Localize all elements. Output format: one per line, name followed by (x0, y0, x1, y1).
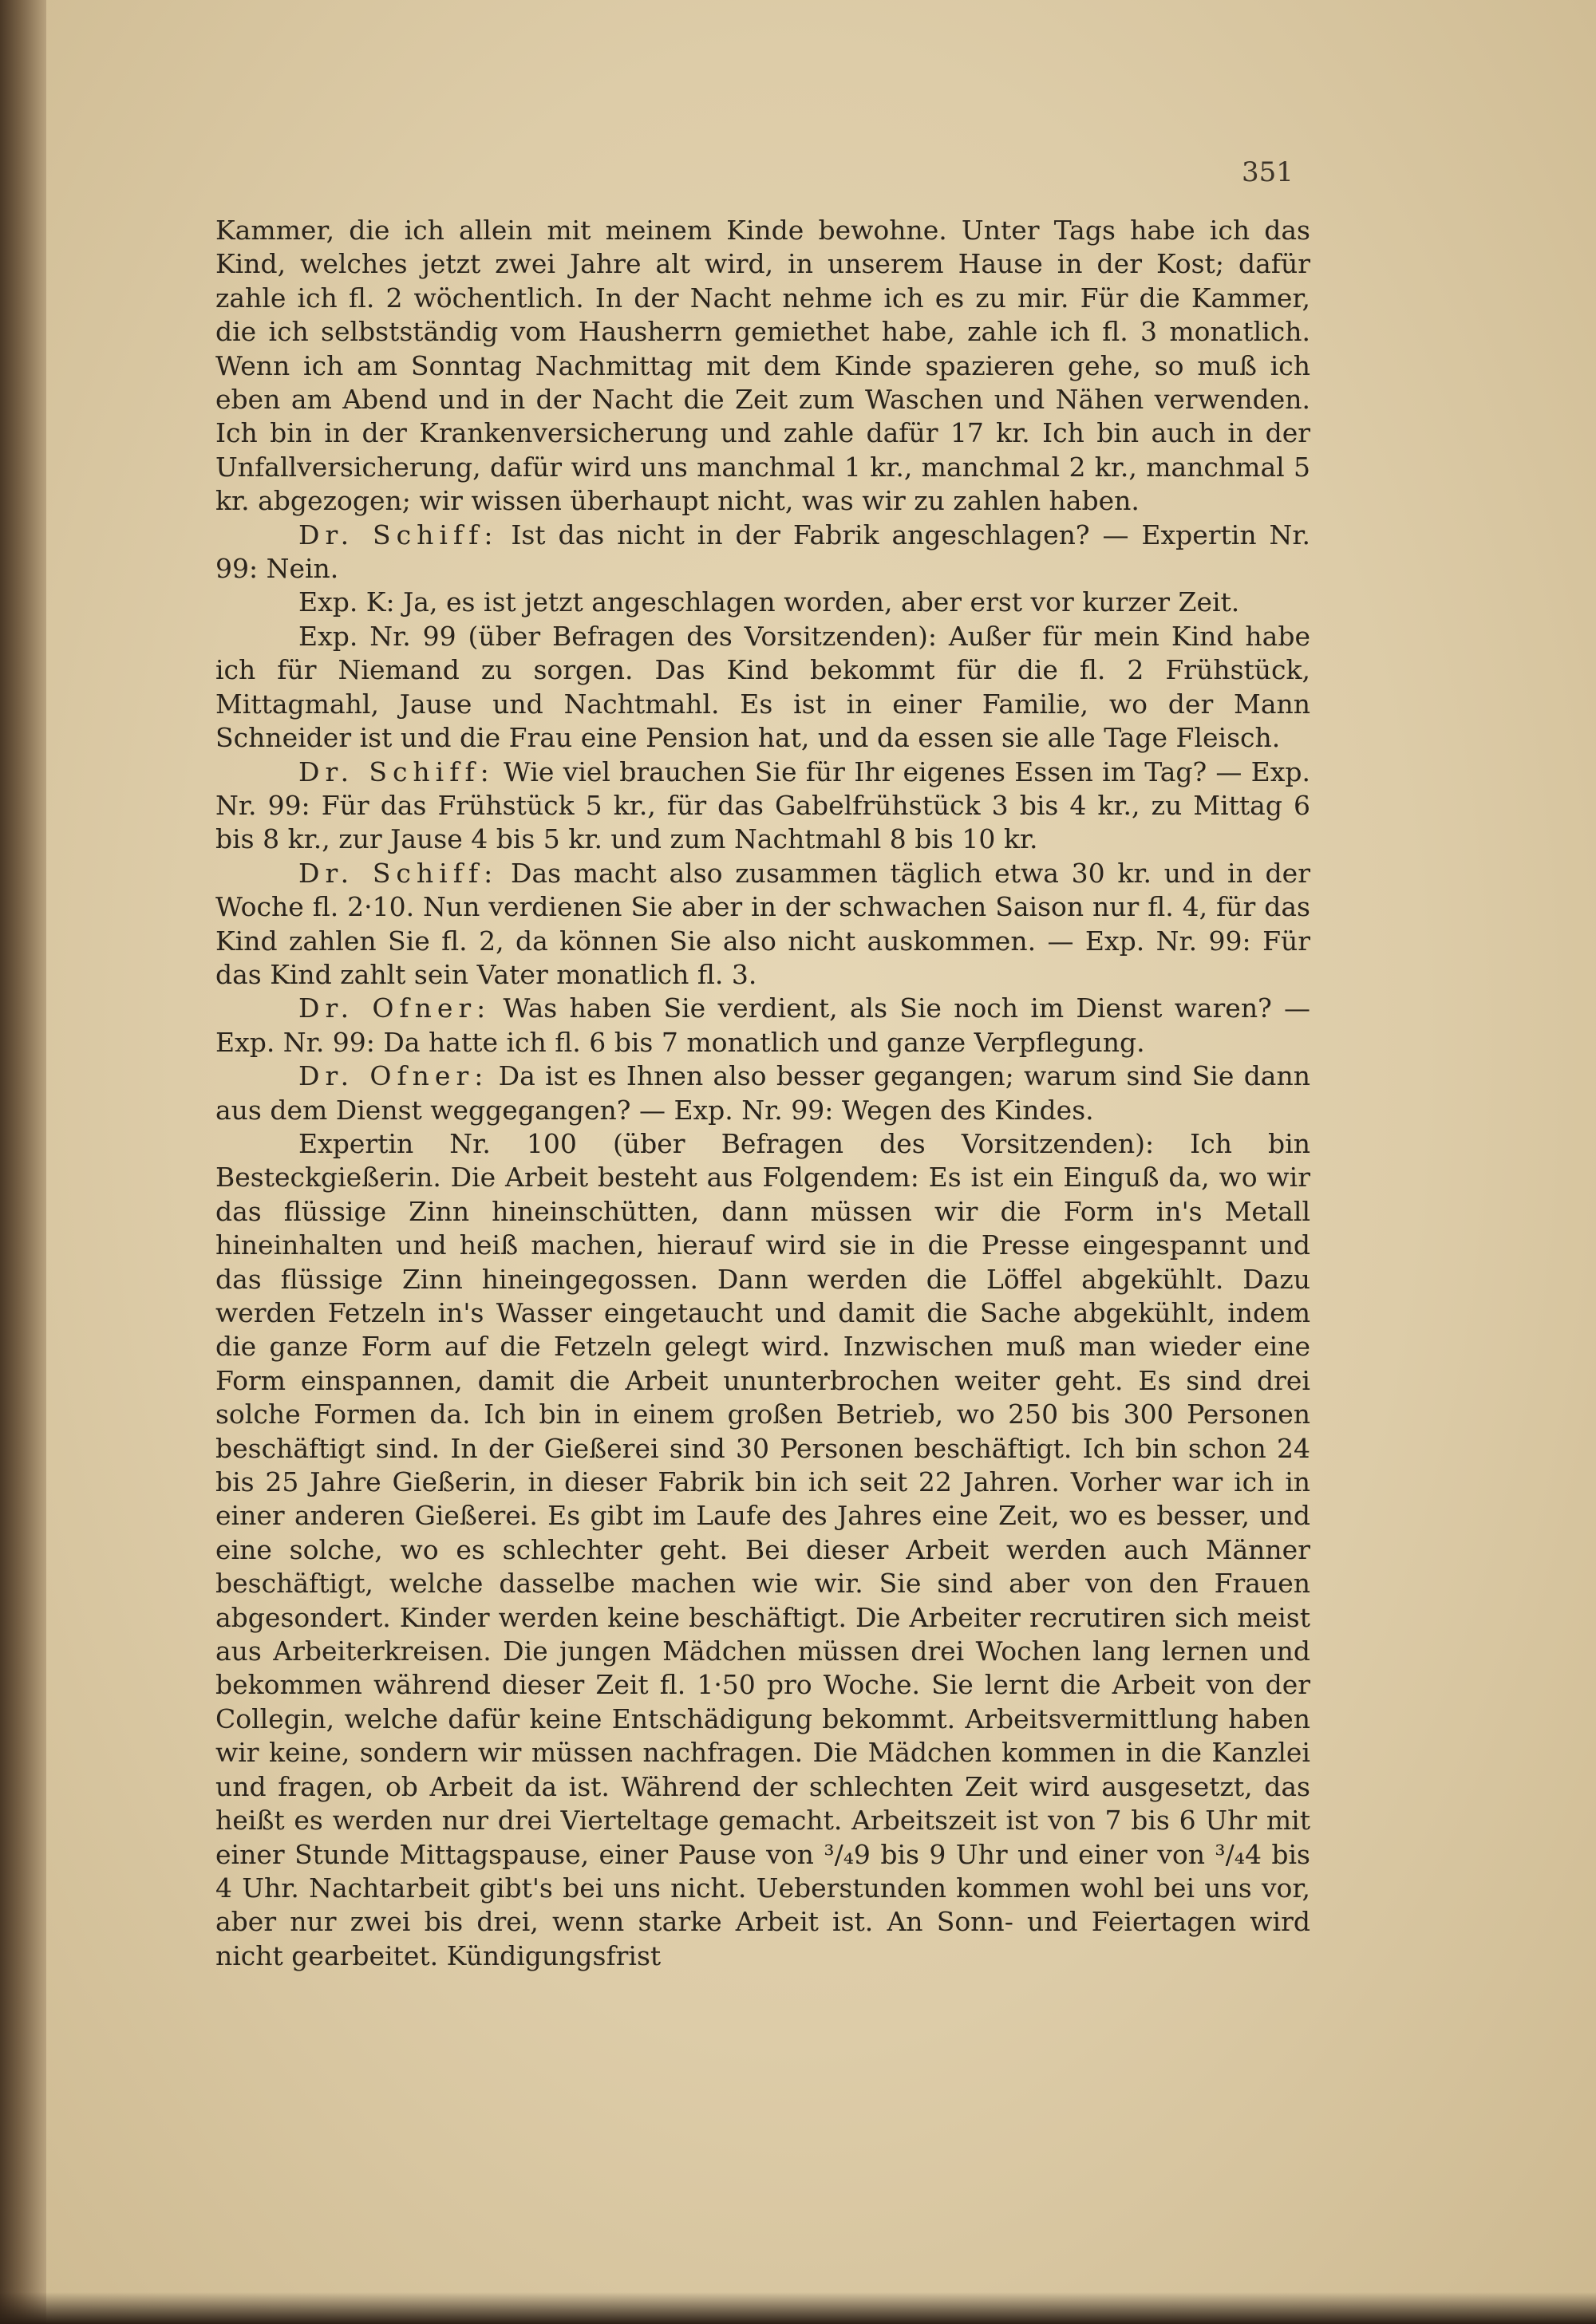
paragraph-text: Exp. Nr. 99 (über Befragen des Vorsitzenden): Außer für mein Kind habe ich für Niemand zu sorgen. Das Kind bekommt für die fl. 2 Frühstück, Mittagmahl, Jause und Nachtmahl. Es ist in einer Familie, wo der Mann Schneider ist und die Frau eine Pension hat, und da essen sie alle Tage Fleisch. (215, 620, 1310, 754)
body-text (215, 214, 1310, 1973)
page-bottom-shadow (0, 2292, 1596, 2324)
paragraph-2 (215, 519, 1310, 586)
paragraph-1 (215, 214, 1310, 519)
paragraph-text: Da ist es Ihnen also besser gegangen; warum sind Sie dann aus dem Dienst weggegangen? — Exp. Nr. 99: Wegen des Kindes. (215, 1060, 1310, 1126)
paragraph-text: Das macht also zusammen täglich etwa 30 kr. und in der Woche fl. 2·10. Nun verdienen Sie aber in der schwachen Saison nur fl. 4, für das Kind zahlen Sie fl. 2, da können Sie also nicht auskommen. — Exp. Nr. 99: Für das Kind zahlt sein Vater monatlich fl. 3. (215, 857, 1310, 990)
paragraph-text: Kammer, die ich allein mit meinem Kinde bewohne. Unter Tags habe ich das Kind, welches jetzt zwei Jahre alt wird, in unserem Hause in der Kost; dafür zahle ich fl. 2 wöchentlich. In der Nacht nehme ich es zu mir. Für die Kammer, die ich selbstständig vom Hausherrn gemiethet habe, zahle ich fl. 3 monatlich. Wenn ich am Sonntag Nachmittag mit dem Kinde spazieren gehe, so muß ich eben am Abend und in der Nacht die Zeit zum Waschen und Nähen verwenden. Ich bin in der Krankenversicherung und zahle dafür 17 kr. Ich bin auch in der Unfallversicherung, dafür wird uns manchmal 1 kr., manchmal 2 kr., manchmal 5 kr. abgezogen; wir wissen überhaupt nicht, was wir zu zahlen haben. (215, 215, 1310, 517)
page-number: 351 (1242, 156, 1294, 188)
paragraph-5 (215, 756, 1310, 857)
paragraph-text: Wie viel brauchen Sie für Ihr eigenes Essen im Tag? — Exp. Nr. 99: Für das Frühstück 5 kr., für das Gabelfrühstück 3 bis 4 kr., zu Mittag 6 bis 8 kr., zur Jause 4 bis 5 kr. und zum Nachtmahl 8 bis 10 kr. (215, 756, 1310, 855)
paragraph-text: Expertin Nr. 100 (über Befragen des Vorsitzenden): Ich bin Besteckgießerin. Die Arbeit besteht aus Folgendem: Es ist ein Einguß da, wo wir das flüssige Zinn hineinschütten, dann müssen wir die Form in's Metall hineinhalten und heiß machen, hierauf wird sie in die Presse eingespannt und das flüssige Zinn hineingegossen. Dann werden die Löffel abgekühlt. Dazu werden Fetzeln in's Wasser eingetaucht und damit die Sache abgekühlt, indem die ganze Form auf die Fetzeln gelegt wird. Inzwischen muß man wieder eine Form einspannen, damit die Arbeit ununterbrochen weiter geht. Es sind drei solche Formen da. Ich bin in einem großen Betrieb, wo 250 bis 300 Personen beschäftigt sind. In der Gießerei sind 30 Personen beschäftigt. Ich bin schon 24 bis 25 Jahre Gießerin, in dieser Fabrik bin ich seit 22 Jahren. Vorher war ich in einer anderen Gießerei. Es gibt im Laufe des Jahres eine Zeit, wo es besser, und eine solche, wo es schlechter geht. Bei dieser Arbeit werden auch Männer beschäftigt, welche dasselbe machen wie wir. Sie sind aber von den Frauen abgesondert. Kinder werden keine beschäftigt. Die Arbeiter recrutiren sich meist aus Arbeiterkreisen. Die jungen Mädchen müssen drei Wochen lang lernen und bekommen während dieser Zeit fl. 1·50 pro Woche. Sie lernt die Arbeit von der Collegin, welche dafür keine Entschädigung bekommt. Arbeitsvermittlung haben wir keine, sondern wir müssen nachfragen. Die Mädchen kommen in die Kanzlei und fragen, ob Arbeit da ist. Während der schlechten Zeit wird ausgesetzt, das heißt es werden nur drei Vierteltage gemacht. Arbeitszeit ist von 7 bis 6 Uhr mit einer Stunde Mittagspause, einer Pause von ³/₄9 bis 9 Uhr und einer von ³/₄4 bis 4 Uhr. Nachtarbeit gibt's bei uns nicht. Ueberstunden kommen wohl bei uns vor, aber nur zwei bis drei, wenn starke Arbeit ist. An Sonn- und Feiertagen wird nicht gearbeitet. Kündigungsfrist (215, 1127, 1310, 1971)
speaker-name: Dr. Schiff: (298, 857, 499, 889)
paragraph-9 (215, 1127, 1310, 1973)
speaker-name: Dr. Ofner: (298, 1060, 489, 1092)
page-binding-shadow (0, 0, 46, 2324)
paragraph-text: Ist das nicht in der Fabrik angeschlagen? — Expertin Nr. 99: Nein. (215, 519, 1310, 585)
speaker-name: Dr. Schiff: (298, 519, 499, 550)
paragraph-text: Was haben Sie verdient, als Sie noch im Dienst waren? — Exp. Nr. 99: Da hatte ich fl. 6 bis 7 monatlich und ganze Verpflegung. (215, 992, 1311, 1058)
paragraph-text: Exp. K: Ja, es ist jetzt angeschlagen worden, aber erst vor kurzer Zeit. (298, 586, 1240, 618)
speaker-name: Dr. Schiff: (298, 756, 495, 787)
paragraph-8 (215, 1059, 1310, 1127)
paragraph-3 (215, 586, 1310, 619)
paragraph-6 (215, 857, 1310, 992)
paragraph-7 (215, 992, 1310, 1059)
speaker-name: Dr. Ofner: (298, 992, 492, 1024)
paragraph-4 (215, 620, 1310, 756)
